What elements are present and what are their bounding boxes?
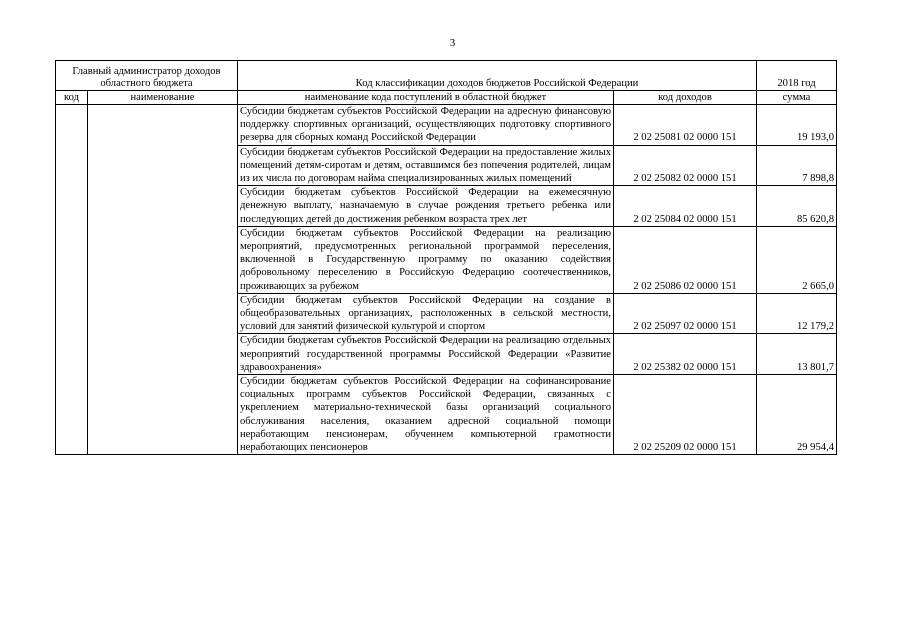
receipt-name-cell: Субсидии бюджетам субъектов Российской Федерации на реализацию отдельных мероприятий государственной программы Российской Федерации «Развитие здравоохранения» bbox=[238, 334, 614, 375]
admin-name-cell bbox=[88, 105, 238, 455]
sum-cell: 13 801,7 bbox=[757, 334, 837, 375]
sum-column-header: сумма bbox=[757, 91, 837, 105]
name-column-header: наименование bbox=[88, 91, 238, 105]
receipt-name-cell: Субсидии бюджетам субъектов Российской Федерации на реализацию мероприятий, предусмотренных региональной программой переселения, включенной в Государственную программу по оказанию содействия добровольному переселению в Российскую Федерацию соотечественников, проживающих за рубежом bbox=[238, 226, 614, 293]
receipt-name-cell: Субсидии бюджетам субъектов Российской Федерации на софинансирование социальных программ субъектов Российской Федерации, связанных с укреплением материально-технической базы организаций социального обслуживания населения, оказанием адресной социальной помощи неработающим пенсионерам, обученнем компьютерной грамотности неработающих пенсионеров bbox=[238, 375, 614, 455]
receipt-name-cell: Субсидии бюджетам субъектов Российской Федерации на создание в общеобразовательных организациях, расположенных в сельской местности, условий для занятий физической культурой и спортом bbox=[238, 293, 614, 334]
income-code-cell: 2 02 25081 02 0000 151 bbox=[614, 105, 757, 146]
sum-cell: 19 193,0 bbox=[757, 105, 837, 146]
income-code-cell: 2 02 25086 02 0000 151 bbox=[614, 226, 757, 293]
income-code-cell: 2 02 25209 02 0000 151 bbox=[614, 375, 757, 455]
income-table bbox=[55, 60, 837, 455]
receipt-name-cell: Субсидии бюджетам субъектов Российской Федерации на предоставление жилых помещений детям-сиротам и детям, оставшимся без попечения родителей, лицам из их числа по договорам найма специализированных жилых помещений bbox=[238, 145, 614, 186]
receipt-name-cell: Субсидии бюджетам субъектов Российской Федерации на адресную финансовую поддержку спортивных организаций, осуществляющих подготовку спортивного резерва для сборных команд Российской Федерации bbox=[238, 105, 614, 146]
classification-group-header: Код классификации доходов бюджетов Российской Федерации bbox=[238, 61, 757, 91]
sum-cell: 12 179,2 bbox=[757, 293, 837, 334]
income-code-column-header: код доходов bbox=[614, 91, 757, 105]
sum-cell: 29 954,4 bbox=[757, 375, 837, 455]
receipt-name-column-header: наименование кода поступлений в областной бюджет bbox=[238, 91, 614, 105]
year-header: 2018 год bbox=[757, 61, 837, 91]
income-code-cell: 2 02 25084 02 0000 151 bbox=[614, 186, 757, 227]
header-row-sub bbox=[56, 91, 837, 105]
income-code-cell: 2 02 25082 02 0000 151 bbox=[614, 145, 757, 186]
header-row-top bbox=[56, 61, 837, 91]
income-code-cell: 2 02 25382 02 0000 151 bbox=[614, 334, 757, 375]
page-number: 3 bbox=[449, 37, 456, 49]
admin-group-header: Главный администратор доходов областного бюджета bbox=[56, 61, 238, 91]
sum-cell: 7 898,8 bbox=[757, 145, 837, 186]
receipt-name-cell: Субсидии бюджетам субъектов Российской Федерации на ежемесячную денежную выплату, назначаемую в случае рождения третьего ребенка или последующих детей до достижения ребенком возраста трех лет bbox=[238, 186, 614, 227]
sum-cell: 2 665,0 bbox=[757, 226, 837, 293]
income-code-cell: 2 02 25097 02 0000 151 bbox=[614, 293, 757, 334]
code-column-header: код bbox=[56, 91, 88, 105]
sum-cell: 85 620,8 bbox=[757, 186, 837, 227]
table-row bbox=[56, 105, 837, 146]
admin-code-cell bbox=[56, 105, 88, 455]
